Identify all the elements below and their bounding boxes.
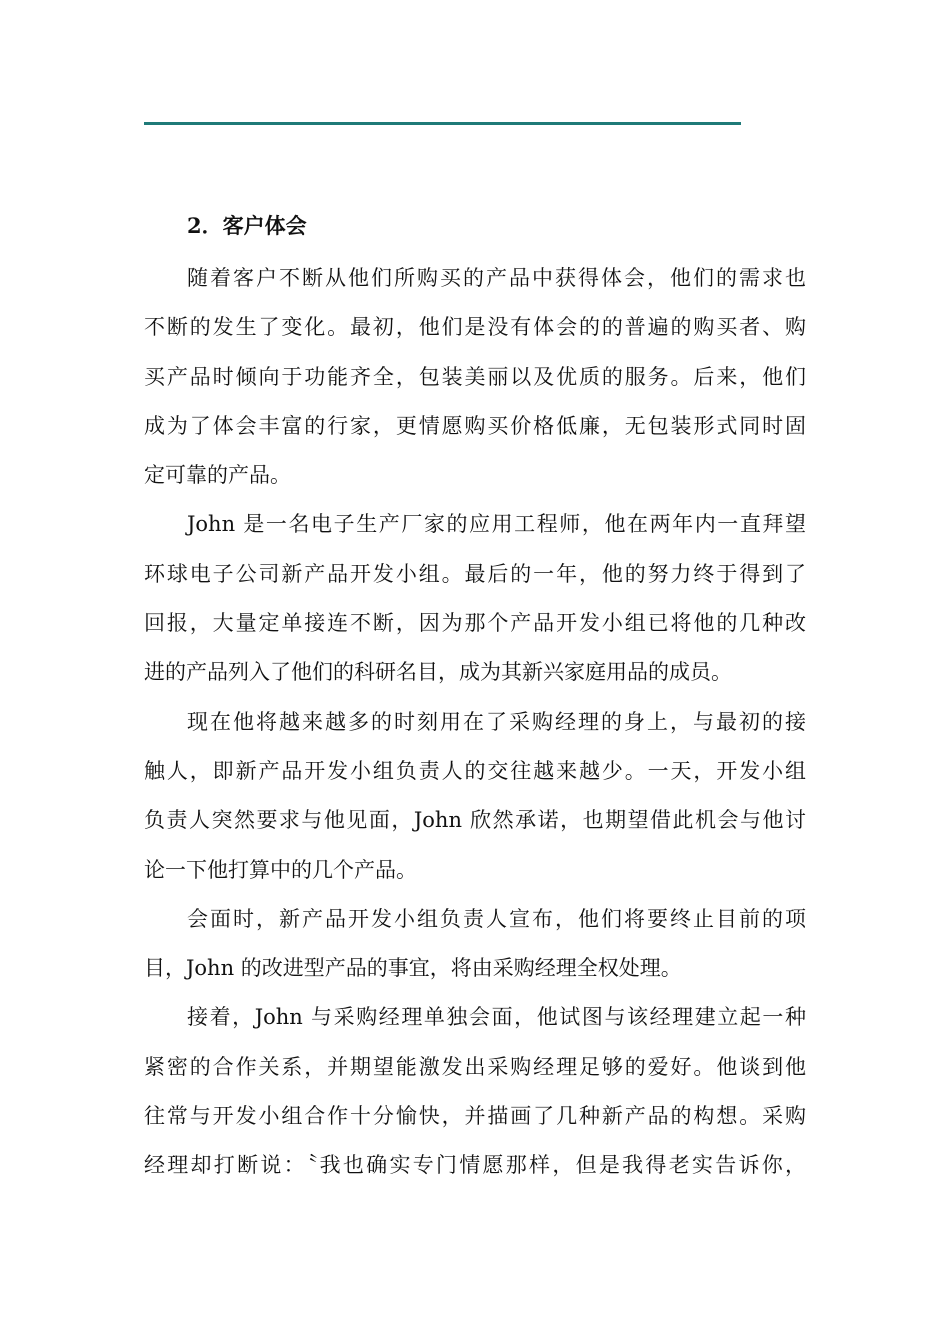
paragraph-3 bbox=[144, 698, 806, 895]
text-line: 回报，大量定单接连不断，因为那个产品开发小组已将他的几种改 bbox=[144, 611, 806, 636]
text-line: 定可靠的产品。 bbox=[144, 463, 291, 488]
document-body bbox=[144, 205, 806, 1191]
paragraph-2 bbox=[144, 500, 806, 697]
paragraph-4 bbox=[144, 895, 806, 994]
text-line: 负责人突然要求与他见面，John 欣然承诺，也期望借此机会与他讨 bbox=[144, 808, 806, 833]
text-line: 成为了体会丰富的行家，更情愿购买价格低廉，无包装形式同时固 bbox=[144, 413, 806, 438]
paragraph-5 bbox=[144, 993, 806, 1190]
paragraph-1 bbox=[144, 254, 806, 500]
header-rule bbox=[144, 122, 741, 125]
text-line: 进的产品列入了他们的科研名目，成为其新兴家庭用品的成员。 bbox=[144, 660, 732, 685]
text-line: 现在他将越来越多的时刻用在了采购经理的身上，与最初的接 bbox=[187, 709, 806, 734]
text-line: 会面时，新产品开发小组负责人宣布，他们将要终止目前的项 bbox=[187, 906, 806, 931]
text-line: 紧密的合作关系，并期望能激发出采购经理足够的爱好。他谈到他 bbox=[144, 1054, 806, 1079]
text-line: 买产品时倾向于功能齐全，包装美丽以及优质的服务。后来，他们 bbox=[144, 364, 806, 389]
text-line: 随着客户不断从他们所购买的产品中获得体会，他们的需求也 bbox=[187, 266, 806, 290]
text-line: 目，John 的改进型产品的事宜，将由采购经理全权处理。 bbox=[144, 956, 682, 981]
text-line: 环球电子公司新产品开发小组。最后的一年，他的努力终于得到了 bbox=[144, 561, 806, 586]
text-line: 接着，John 与采购经理单独会面，他试图与该经理建立起一种 bbox=[187, 1005, 806, 1030]
text-line: John 是一名电子生产厂家的应用工程师，他在两年内一直拜望 bbox=[187, 512, 806, 537]
text-line: 往常与开发小组合作十分愉快，并描画了几种新产品的构想。采购 bbox=[144, 1104, 806, 1129]
text-line: 经理却打断说：〝我也确实专门情愿那样，但是我得老实告诉你， bbox=[144, 1153, 806, 1178]
section-heading: 2．客户体会 bbox=[187, 213, 307, 238]
text-line: 触人，即新产品开发小组负责人的交往越来越少。一天，开发小组 bbox=[144, 758, 806, 783]
text-line: 不断的发生了变化。最初，他们是没有体会的的普遍的购买者、购 bbox=[144, 315, 806, 340]
text-line: 论一下他打算中的几个产品。 bbox=[144, 857, 417, 882]
